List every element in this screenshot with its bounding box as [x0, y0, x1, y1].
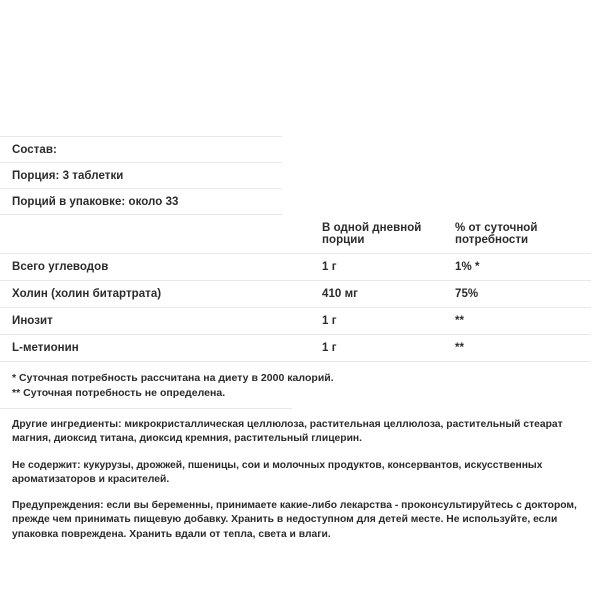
nutrient-daily-value: 75% [455, 288, 479, 300]
header-cell-amount: В одной дневной порции [322, 222, 422, 246]
info-row-servings-per-container: Порций в упаковке: около 33 [12, 196, 179, 208]
nutrient-daily-value: 1% * [455, 261, 480, 273]
nutrient-name: L-метионин [12, 342, 79, 354]
nutrient-amount: 1 г [322, 261, 337, 273]
table-row [0, 308, 591, 334]
nutrient-daily-value: ** [455, 315, 465, 327]
free-from-paragraph: Не содержит: кукурузы, дрожжей, пшеницы, сои и молочных продуктов, консервантов, искусственных ароматизаторов и красителей. [12, 459, 543, 485]
nutrient-name: Холин (холин битартрата) [12, 288, 162, 300]
table-header-row [0, 215, 591, 253]
nutrient-amount: 410 мг [322, 288, 358, 300]
warnings-paragraph: Предупреждения: если вы беременны, принимаете какие-либо лекарства - проконсультируйтесь с доктором, прежде чем принимать пищевую добавку. Хранить в недоступном для детей месте. Не используйте, если упаковка повреждена. Хранить вдали от тепла, света и влаги. [12, 500, 577, 540]
footnotes [0, 362, 600, 408]
paragraph-block [0, 409, 600, 542]
table-row [0, 335, 591, 361]
info-row-serving-size: Порция: 3 таблетки [12, 170, 124, 182]
supplement-facts-block [0, 136, 600, 542]
footnote-daily-value-undefined: ** Суточная потребность не определена. [12, 386, 226, 399]
nutrient-daily-value: ** [455, 342, 465, 354]
nutrient-facts-table [0, 215, 591, 362]
info-row-composition: Состав: [12, 144, 57, 156]
nutrient-amount: 1 г [322, 315, 337, 327]
nutrient-name: Всего углеводов [12, 261, 109, 273]
nutrient-name: Инозит [12, 315, 53, 327]
table-row [0, 281, 591, 307]
footnote-daily-value-basis: * Суточная потребность рассчитана на диету в 2000 калорий. [12, 372, 334, 384]
header-cell-nutrient [0, 215, 322, 253]
header-cell-daily-value: % от суточной потребности [455, 222, 538, 246]
other-ingredients-paragraph: Другие ингредиенты: микрокристаллическая целлюлоза, растительная целлюлоза, растительный стеарат магния, диоксид титана, диоксид кремния, растительный глицерин. [12, 419, 563, 445]
table-row [0, 254, 591, 280]
nutrient-amount: 1 г [322, 342, 337, 354]
